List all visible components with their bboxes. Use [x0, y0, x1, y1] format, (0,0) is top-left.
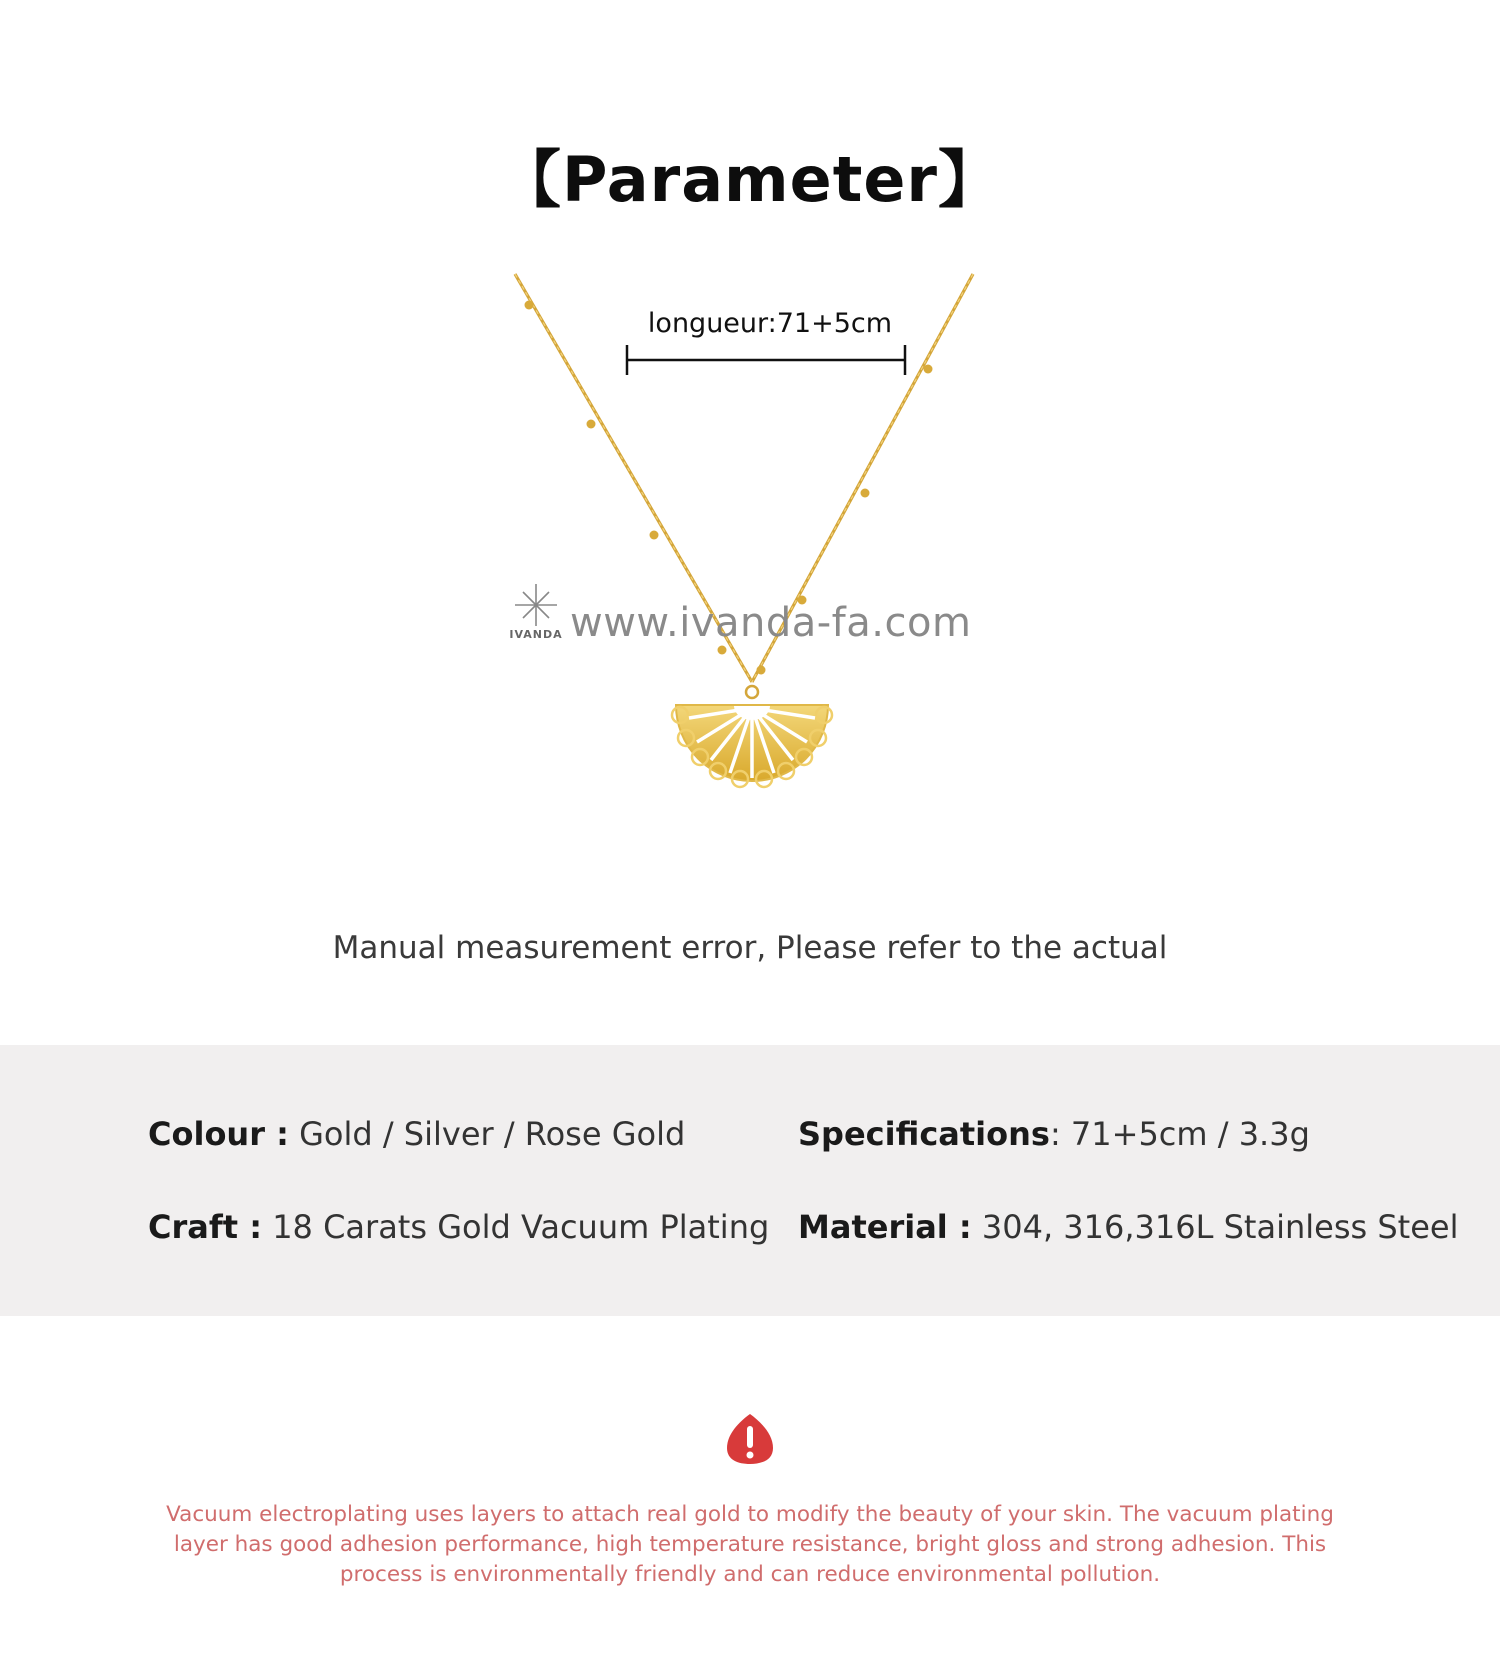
- spec-colour-value: Gold / Silver / Rose Gold: [299, 1115, 686, 1153]
- spec-craft-label: Craft :: [148, 1208, 263, 1246]
- watermark-brand: IVANDA: [509, 628, 563, 641]
- spec-craft: [148, 1208, 769, 1246]
- spec-specifications: [798, 1115, 1310, 1153]
- specifications-panel: [0, 1045, 1500, 1316]
- page-title: 【Parameter】: [499, 143, 1001, 216]
- watermark-url: www.ivanda-fa.com: [570, 600, 972, 646]
- spec-material-value: 304, 316,316L Stainless Steel: [981, 1208, 1459, 1246]
- spec-material-label: Material :: [798, 1208, 972, 1246]
- spec-specifications-label: Specifications: [798, 1115, 1050, 1153]
- spec-colour: [148, 1115, 685, 1153]
- spec-material: [798, 1208, 1458, 1246]
- alert-icon: [725, 1412, 775, 1466]
- vacuum-plating-description: Vacuum electroplating uses layers to attach real gold to modify the beauty of your skin. The vacuum plating layer has good adhesion performance, high temperature resistance, bright gloss and strong adhesion. This process is environmentally friendly and can reduce environmental pollution.: [166, 1502, 1334, 1587]
- measurement-note: Manual measurement error, Please refer to the actual: [332, 930, 1168, 966]
- spec-craft-value: 18 Carats Gold Vacuum Plating: [272, 1208, 770, 1246]
- length-measurement-label: longueur:71+5cm: [647, 308, 893, 339]
- ivanda-star-logo: [515, 584, 557, 626]
- spec-colour-label: Colour :: [148, 1115, 289, 1153]
- measurement-bar: [627, 345, 905, 375]
- spec-specifications-value: : 71+5cm / 3.3g: [1049, 1115, 1310, 1153]
- fan-pendant: [672, 686, 832, 787]
